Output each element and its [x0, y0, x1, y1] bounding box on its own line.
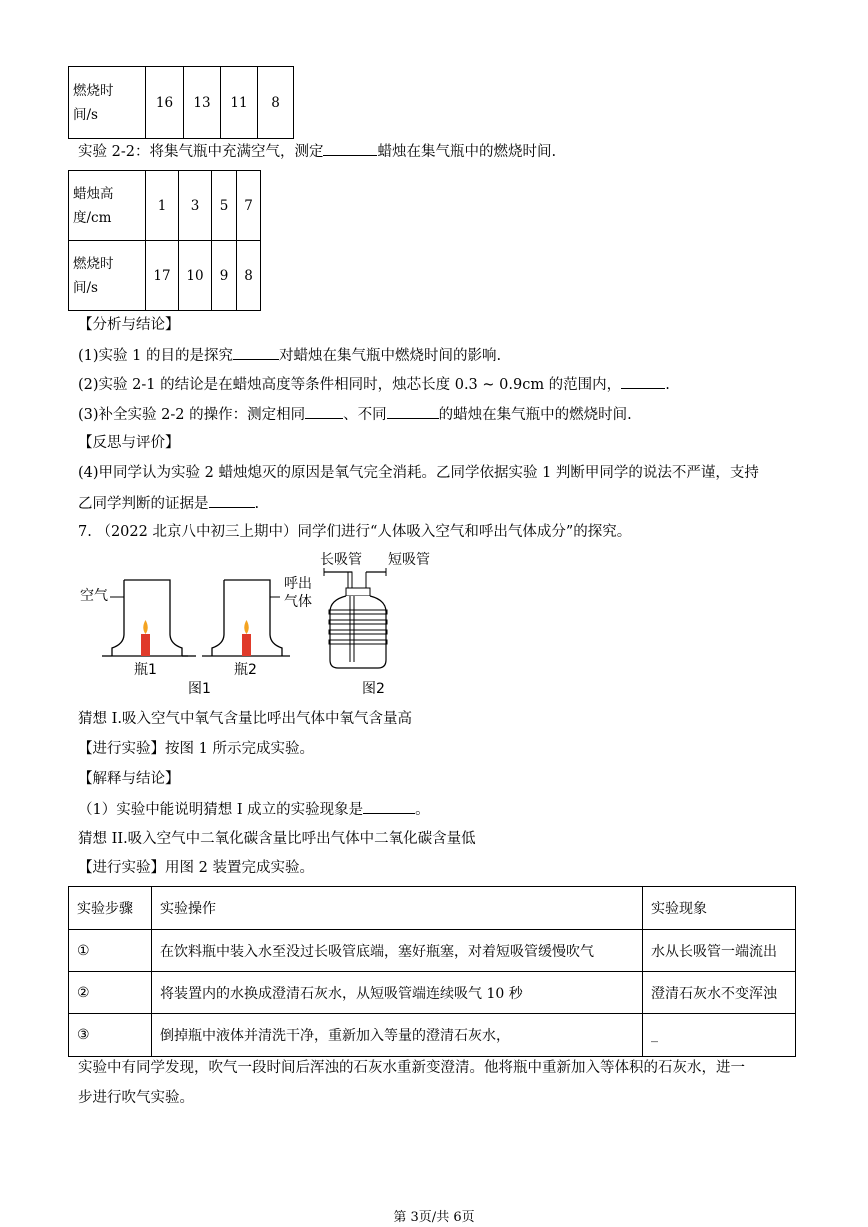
label-figure-1: 图1	[188, 681, 211, 697]
hypothesis-2: 猜想 II.吸入空气中二氧化碳含量比呼出气体中二氧化碳含量低	[78, 831, 476, 847]
question-2: (2)实验 2-1 的结论是在蜡烛高度等条件相同时，烛芯长度 0.3 ~ 0.9cm 的范围内， .	[78, 374, 670, 395]
table-value-cell: 7	[237, 171, 261, 241]
question-3: (3)补全实验 2-2 的操作：测定相同 、不同 的蜡烛在集气瓶中的燃烧时间.	[78, 404, 632, 425]
table-value-cell: 1	[146, 171, 179, 241]
table-label-cell: 燃烧时 间/s	[69, 241, 146, 311]
do-experiment-2: 【进行实验】用图 2 装置完成实验。	[78, 860, 314, 876]
label-short-tube: 短吸管	[388, 552, 430, 568]
reflect-heading: 【反思与评价】	[78, 435, 180, 451]
table-row: ② 将装置内的水换成澄清石灰水，从短吸管端连续吸气 10 秒 澄清石灰水不变浑浊	[69, 972, 796, 1014]
question-7: 7. （2022 北京八中初三上期中）同学们进行“人体吸入空气和呼出气体成分”的探究。	[78, 524, 632, 540]
analysis-heading: 【分析与结论】	[78, 317, 180, 333]
table-row: ① 在饮料瓶中装入水至没过长吸管底端，塞好瓶塞，对着短吸管缓慢吹气 水从长吸管一端流出	[69, 930, 796, 972]
bottle-2-illustration	[202, 580, 290, 656]
table-value-cell: 3	[179, 171, 212, 241]
bottle-1-illustration	[102, 580, 196, 656]
table-header-cell: 实验操作	[152, 887, 643, 930]
experiment-2-2-text: 实验 2-2：将集气瓶中充满空气，测定 蜡烛在集气瓶中的燃烧时间.	[78, 141, 556, 162]
answer-blank	[209, 493, 255, 508]
table-value-cell: 13	[184, 67, 221, 139]
table-value-cell: 8	[237, 241, 261, 311]
table-value-cell: 11	[221, 67, 258, 139]
label-exhaled-2: 气体	[284, 594, 312, 610]
burn-time-table-1	[68, 66, 294, 139]
table-header-cell: 实验现象	[643, 887, 796, 930]
hypothesis-1: 猜想 I.吸入空气中氧气含量比呼出气体中氧气含量高	[78, 711, 412, 727]
label-exhaled-1: 呼出	[284, 576, 312, 592]
page-footer: 第 3页/共 6页	[393, 1210, 475, 1225]
experiment-figure	[76, 550, 456, 700]
answer-blank	[621, 374, 665, 389]
paragraph-line-2: 步进行吹气实验。	[78, 1090, 194, 1106]
table-value-cell: 9	[212, 241, 237, 311]
explain-heading: 【解释与结论】	[78, 771, 180, 787]
gas-washing-bottle-illustration	[324, 568, 387, 668]
label-figure-2: 图2	[362, 681, 385, 697]
table-header-cell: 实验步骤	[69, 887, 152, 930]
label-bottle-2: 瓶2	[234, 662, 257, 678]
answer-blank	[323, 141, 377, 156]
explain-question-1: （1）实验中能说明猜想 I 成立的实验现象是 。	[78, 799, 430, 820]
do-experiment-1: 【进行实验】按图 1 所示完成实验。	[78, 741, 314, 757]
answer-blank	[387, 404, 439, 419]
table-value-cell: 16	[146, 67, 184, 139]
table-value-cell: 8	[258, 67, 294, 139]
label-air: 空气	[80, 588, 108, 604]
experiment-steps-table	[68, 886, 796, 1057]
answer-blank	[305, 404, 343, 419]
question-4-line-2: 乙同学判断的证据是 .	[78, 493, 259, 514]
table-value-cell: 10	[179, 241, 212, 311]
answer-blank	[363, 799, 415, 814]
question-4-line-1: (4)甲同学认为实验 2 蜡烛熄灭的原因是氧气完全消耗。乙同学依据实验 1 判断甲同学的说法不严谨，支持	[78, 465, 759, 481]
label-long-tube: 长吸管	[320, 552, 362, 568]
answer-blank	[233, 345, 279, 360]
table-value-cell: 17	[146, 241, 179, 311]
table-value-cell: 5	[212, 171, 237, 241]
paragraph-line-1: 实验中有同学发现，吹气一段时间后浑浊的石灰水重新变澄清。他将瓶中重新加入等体积的石灰水，进一	[78, 1060, 745, 1076]
table-label-cell: 燃烧时 间/s	[69, 67, 146, 139]
label-bottle-1: 瓶1	[134, 662, 157, 678]
question-1: (1)实验 1 的目的是探究 对蜡烛在集气瓶中燃烧时间的影响.	[78, 345, 501, 366]
table-row: ③ 倒掉瓶中液体并清洗干净，重新加入等量的澄清石灰水， _	[69, 1014, 796, 1057]
table-label-cell: 蜡烛高 度/cm	[69, 171, 146, 241]
candle-height-table	[68, 170, 261, 311]
